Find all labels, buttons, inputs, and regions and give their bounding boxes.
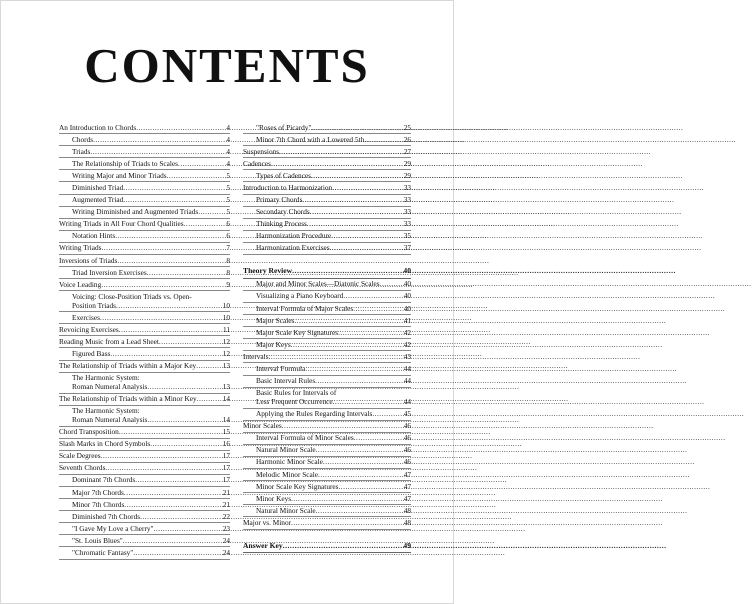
- toc-entry-label: Writing Major and Minor Triads: [72, 170, 167, 180]
- toc-entry: [59, 348, 230, 360]
- toc-entry-label: Slash Marks in Chord Symbols: [59, 439, 151, 449]
- toc-entry-label: Major vs. Minor: [243, 517, 292, 527]
- toc-entry: [243, 339, 411, 351]
- toc-entry: [59, 195, 230, 207]
- toc-entry-page: 10: [222, 300, 230, 310]
- toc-entry-label-line: Basic Rules for Intervals of: [256, 388, 337, 398]
- page-title: CONTENTS: [84, 38, 370, 93]
- toc-entry-page: 40: [403, 279, 411, 289]
- toc-entry-page: 33: [403, 195, 411, 205]
- toc-entry-page: 7: [226, 243, 230, 253]
- toc-entry-label: "St. Louis Blues": [72, 535, 123, 545]
- toc-entry-label: Diminished 7th Chords: [72, 511, 141, 521]
- toc-entry: [243, 291, 411, 303]
- toc-entry: [243, 182, 411, 194]
- toc-entry-page: 15: [222, 427, 230, 437]
- toc-entry-page: 10: [222, 312, 230, 322]
- toc-entry-label-line: The Harmonic System:: [72, 406, 140, 416]
- toc-entry-page: 4: [226, 122, 230, 132]
- toc-entry-label: Minor Keys: [256, 493, 292, 503]
- leader-dots: [269, 353, 403, 362]
- leader-dots: [110, 350, 221, 359]
- leader-dots: [302, 196, 402, 205]
- toc-entry: [59, 463, 230, 475]
- toc-entry: [59, 394, 230, 406]
- toc-entry: [59, 158, 230, 170]
- leader-dots: [372, 410, 402, 419]
- leader-dots: [101, 452, 222, 461]
- leader-dots: [117, 257, 225, 266]
- leader-dots: [291, 341, 403, 350]
- leader-dots: [316, 507, 403, 516]
- toc-entry-label: Major and Minor Scales—Diatonic Scales: [256, 279, 380, 289]
- toc-entry-page: 5: [226, 170, 230, 180]
- toc-entry-label: Notation Hints: [72, 231, 116, 241]
- toc-entry-label: Theory Review: [243, 266, 293, 276]
- leader-dots: [311, 172, 403, 181]
- toc-entry: [243, 146, 411, 158]
- leader-dots: [333, 398, 403, 407]
- leader-dots: [119, 428, 222, 437]
- toc-entry-label: Roman Numeral Analysis: [72, 414, 148, 424]
- toc-entry-page: 41: [403, 315, 411, 325]
- toc-entry-label: Chords: [72, 134, 94, 144]
- leader-dots: [101, 281, 225, 290]
- toc-entry-label: Harmonic Minor Scale: [256, 457, 323, 467]
- toc-entry-page: 6: [226, 231, 230, 241]
- toc-entry-label: The Relationship of Triads within a Minor Key: [59, 394, 197, 404]
- toc-entry-label: Visualizing a Piano Keyboard: [256, 291, 344, 301]
- toc-entry-page: 46: [403, 421, 411, 431]
- toc-entry-label: The Relationship of Triads to Scales: [72, 158, 179, 168]
- toc-entry: [243, 457, 411, 469]
- toc-entry-page: 16: [222, 439, 230, 449]
- toc-entry: [59, 219, 230, 231]
- toc-entry: [243, 433, 411, 445]
- toc-entry: [59, 146, 230, 158]
- toc-entry-label: Melodic Minor Scale: [256, 469, 319, 479]
- toc-entry-label: Harmonization Procedure: [256, 231, 332, 241]
- leader-dots: [100, 314, 222, 323]
- toc-entry-label: Minor 7th Chords: [72, 499, 125, 509]
- toc-entry: [59, 255, 230, 267]
- leader-dots: [315, 377, 403, 386]
- toc-entry-label: Intervals: [243, 351, 269, 361]
- toc-entry-label: Revoicing Exercises: [59, 324, 119, 334]
- toc-entry-label: Seventh Chords: [59, 463, 106, 473]
- leader-dots: [364, 136, 402, 145]
- leader-dots: [332, 184, 403, 193]
- toc-entry-label: Dominant 7th Chords: [72, 475, 136, 485]
- toc-entry-page: 14: [222, 414, 230, 424]
- toc-entry-label: Suspensions: [243, 146, 280, 156]
- toc-entry: [243, 219, 411, 231]
- toc-entry: [59, 523, 230, 535]
- toc-entry-label: Triads: [72, 146, 91, 156]
- toc-entry-label: Thinking Process: [256, 219, 307, 229]
- leader-dots: [150, 440, 221, 449]
- leader-dots: [294, 317, 402, 326]
- leader-dots: [318, 471, 403, 480]
- leader-dots: [380, 280, 403, 289]
- leader-dots: [331, 232, 403, 241]
- toc-entry-label: Chord Transposition: [59, 427, 119, 437]
- toc-entry: [59, 336, 230, 348]
- toc-entry-page: 24: [222, 547, 230, 557]
- toc-entry: [243, 421, 411, 433]
- toc-entry-label: Major Scale Key Signatures: [256, 327, 339, 337]
- toc-entry-page: 5: [226, 195, 230, 205]
- toc-entry-page: 40: [403, 291, 411, 301]
- toc-entry-page: 44: [403, 376, 411, 386]
- toc-entry-label: Diminished Triad: [72, 182, 124, 192]
- toc-entry-page: 33: [403, 207, 411, 217]
- toc-entry: [243, 493, 411, 505]
- toc-entry-label: Minor Scales: [243, 421, 282, 431]
- toc-entry: [243, 388, 411, 409]
- leader-dots: [311, 124, 402, 133]
- leader-dots: [140, 513, 222, 522]
- toc-entry-label: Augmented Triad: [72, 195, 124, 205]
- toc-entry: [59, 439, 230, 451]
- toc-entry: [59, 406, 230, 427]
- toc-entry-page: 21: [222, 487, 230, 497]
- toc-entry-label: "Chromatic Fantasy": [72, 547, 134, 557]
- leader-dots: [184, 220, 226, 229]
- toc-entry-page: 43: [403, 351, 411, 361]
- toc-entry-label: Position Triads: [72, 300, 117, 310]
- leader-dots: [323, 458, 403, 467]
- leader-dots: [123, 537, 222, 546]
- leader-dots: [343, 292, 402, 301]
- toc-entry: [243, 376, 411, 388]
- toc-entry-page: 9: [226, 279, 230, 289]
- toc-entry-page: 27: [403, 146, 411, 156]
- toc-entry-label: Triad Inversion Exercises: [72, 267, 147, 277]
- toc-entry: [243, 351, 411, 363]
- leader-dots: [105, 464, 221, 473]
- toc-entry-page: 5: [226, 182, 230, 192]
- toc-entry-page: 13: [222, 361, 230, 371]
- toc-entry-label: Major 7th Chords: [72, 487, 124, 497]
- toc-entry: [243, 536, 411, 554]
- toc-entry-page: 47: [403, 469, 411, 479]
- leader-dots: [124, 489, 222, 498]
- toc-entry-label: Secondary Chords: [256, 207, 310, 217]
- toc-entry-page: 6: [226, 219, 230, 229]
- leader-dots: [279, 148, 403, 157]
- leader-dots: [123, 196, 225, 205]
- toc-entry-page: 26: [403, 134, 411, 144]
- toc-entry-page: 4: [226, 146, 230, 156]
- toc-entry: [243, 158, 411, 170]
- toc-entry-label: Exercises: [72, 312, 100, 322]
- leader-dots: [338, 483, 402, 492]
- leader-dots: [124, 501, 221, 510]
- toc-entry: [243, 409, 411, 421]
- toc-entry-label: Interval Formula: [256, 363, 306, 373]
- toc-entry-page: 29: [403, 158, 411, 168]
- leader-dots: [198, 208, 225, 217]
- toc-entry-label: Roman Numeral Analysis: [72, 381, 148, 391]
- toc-entry-page: 23: [222, 523, 230, 533]
- toc-entry: [243, 122, 411, 134]
- leader-dots: [147, 269, 226, 278]
- leader-dots: [291, 495, 403, 504]
- toc-entry-page: 22: [222, 511, 230, 521]
- toc-entry-page: 5: [226, 207, 230, 217]
- toc-entry-page: 44: [403, 363, 411, 373]
- toc-entry-label: Less Frequent Occurrence: [256, 396, 333, 406]
- toc-entry-label: Applying the Rules Regarding Intervals: [256, 409, 373, 419]
- toc-entry-label: Natural Minor Scale: [256, 445, 316, 455]
- toc-entry-page: 21: [222, 499, 230, 509]
- toc-entry: [243, 279, 411, 291]
- toc-entry: [59, 499, 230, 511]
- leader-dots: [147, 383, 221, 392]
- toc-entry-page: 11: [222, 324, 230, 334]
- toc-entry-page: 33: [403, 219, 411, 229]
- toc-entry-label: Writing Triads: [59, 243, 102, 253]
- toc-entry: [59, 547, 230, 559]
- toc-entry: [59, 122, 230, 134]
- leader-dots: [123, 184, 225, 193]
- leader-dots: [338, 329, 403, 338]
- toc-entry: [59, 291, 230, 312]
- toc-entry-page: 46: [403, 433, 411, 443]
- leader-dots: [119, 326, 222, 335]
- toc-entry-label-line: Voicing: Close-Position Triads vs. Open-: [72, 291, 192, 301]
- toc-entry-label: Voice Leading: [59, 279, 102, 289]
- toc-entry: [59, 207, 230, 219]
- toc-entry-label: Introduction to Harmonization: [243, 182, 333, 192]
- toc-entry: [243, 195, 411, 207]
- toc-entry: [59, 231, 230, 243]
- toc-entry: [59, 427, 230, 439]
- toc-entry-label: Types of Cadences: [256, 170, 312, 180]
- leader-dots: [167, 172, 226, 181]
- toc-entry: [243, 170, 411, 182]
- leader-dots: [271, 160, 403, 169]
- leader-dots: [305, 365, 402, 374]
- toc-entry-label: Writing Triads in All Four Chord Qualities: [59, 219, 184, 229]
- toc-entry-page: 24: [222, 535, 230, 545]
- leader-dots: [330, 244, 403, 253]
- leader-dots: [90, 148, 225, 157]
- leader-dots: [135, 476, 221, 485]
- toc-entry-label: Minor Scale Key Signatures: [256, 481, 339, 491]
- toc-entry-label: Scale Degrees: [59, 451, 101, 461]
- toc-entry: [243, 134, 411, 146]
- toc-entry-label: An Introduction to Chords: [59, 122, 137, 132]
- toc-entry-page: 12: [222, 336, 230, 346]
- toc-entry: [59, 243, 230, 255]
- leader-dots: [310, 208, 403, 217]
- toc-entry-page: 45: [403, 409, 411, 419]
- toc-entry-page: 42: [403, 327, 411, 337]
- toc-entry-page: 47: [403, 493, 411, 503]
- toc-entry-page: 48: [403, 517, 411, 527]
- toc-entry-label: Writing Diminished and Augmented Triads: [72, 207, 199, 217]
- toc-entry-page: 35: [403, 231, 411, 241]
- toc-entry-label: Inversions of Triads: [59, 255, 118, 265]
- toc-entry-page: 4: [226, 134, 230, 144]
- toc-entry-page: 44: [403, 396, 411, 406]
- leader-dots: [154, 525, 222, 534]
- toc-entry-label: Figured Bass: [72, 348, 111, 358]
- leader-dots: [353, 305, 402, 314]
- leader-dots: [292, 267, 402, 276]
- leader-dots: [307, 220, 403, 229]
- toc-entry: [59, 451, 230, 463]
- leader-dots: [101, 244, 225, 253]
- toc-entry-label: Major Scales: [256, 315, 295, 325]
- toc-entry-page: 40: [403, 303, 411, 313]
- toc-entry: [243, 517, 411, 529]
- toc-entry: [59, 267, 230, 279]
- toc-entry-page: 47: [403, 481, 411, 491]
- toc-entry-page: 8: [226, 267, 230, 277]
- toc-entry-label: The Relationship of Triads within a Major Key: [59, 361, 197, 371]
- toc-entry: [243, 327, 411, 339]
- toc-entry: [243, 445, 411, 457]
- leader-dots: [178, 160, 225, 169]
- toc-right-column: [243, 122, 411, 553]
- toc-entry: [59, 487, 230, 499]
- toc-entry: [59, 361, 230, 373]
- toc-entry: [59, 475, 230, 487]
- toc-entry-page: 42: [403, 339, 411, 349]
- leader-dots: [133, 549, 221, 558]
- toc-entry: [243, 505, 411, 517]
- leader-dots: [291, 519, 403, 528]
- toc-entry: [243, 207, 411, 219]
- toc-entry-page: 14: [222, 394, 230, 404]
- toc-entry: [243, 303, 411, 315]
- toc-entry: [243, 363, 411, 375]
- toc-entry: [59, 170, 230, 182]
- toc-entry-label: Primary Chords: [256, 195, 303, 205]
- toc-entry-page: 49: [403, 540, 411, 550]
- leader-dots: [354, 434, 403, 443]
- toc-entry-page: 17: [222, 463, 230, 473]
- toc-entry: [243, 481, 411, 493]
- toc-entry-page: 12: [222, 348, 230, 358]
- toc-entry-page: 46: [403, 445, 411, 455]
- toc-entry-page: 4: [226, 158, 230, 168]
- toc-entry: [59, 373, 230, 394]
- toc-entry-page: 17: [222, 475, 230, 485]
- toc-left-column: [59, 122, 230, 560]
- leader-dots: [197, 395, 222, 404]
- toc-entry-label: Answer Key: [243, 540, 283, 550]
- toc-entry: [59, 535, 230, 547]
- toc-entry-page: 48: [403, 505, 411, 515]
- leader-dots: [115, 232, 225, 241]
- toc-entry: [59, 279, 230, 291]
- toc-entry-page: 25: [403, 122, 411, 132]
- leader-dots: [316, 446, 403, 455]
- toc-entry: [59, 312, 230, 324]
- toc-entry-label: Natural Minor Scale: [256, 505, 316, 515]
- toc-entry-label: Interval Formula of Major Scales: [256, 303, 354, 313]
- toc-entry: [59, 134, 230, 146]
- toc-entry-label: Interval Formula of Minor Scales: [256, 433, 354, 443]
- toc-entry: [243, 261, 411, 279]
- leader-dots: [283, 542, 403, 551]
- toc-entry-label-line: The Harmonic System:: [72, 373, 140, 383]
- toc-entry: [59, 324, 230, 336]
- toc-entry: [243, 231, 411, 243]
- toc-entry: [59, 511, 230, 523]
- leader-dots: [116, 302, 222, 311]
- toc-entry-label: Reading Music from a Lead Sheet: [59, 336, 159, 346]
- toc-entry: [243, 315, 411, 327]
- leader-dots: [282, 422, 403, 431]
- toc-entry-label: Cadences: [243, 158, 271, 168]
- toc-entry-label: Harmonization Exercises: [256, 243, 330, 253]
- leader-dots: [147, 416, 221, 425]
- toc-entry-page: 29: [403, 170, 411, 180]
- toc-entry: [243, 469, 411, 481]
- toc-entry-page: 40: [403, 266, 411, 276]
- toc-entry: [59, 182, 230, 194]
- toc-entry-label: Basic Interval Rules: [256, 376, 316, 386]
- toc-entry-page: 33: [403, 182, 411, 192]
- leader-dots: [159, 338, 222, 347]
- toc-entry-label: "I Gave My Love a Cherry": [72, 523, 154, 533]
- toc-entry-label: Minor 7th Chord with a Lowered 5th: [256, 134, 365, 144]
- toc-entry-page: 37: [403, 243, 411, 253]
- toc-entry-label: "Roses of Picardy": [256, 122, 312, 132]
- leader-dots: [136, 124, 225, 133]
- toc-entry-page: 17: [222, 451, 230, 461]
- toc-entry-page: 46: [403, 457, 411, 467]
- toc-entry: [243, 243, 411, 255]
- leader-dots: [93, 136, 225, 145]
- toc-entry-page: 8: [226, 255, 230, 265]
- toc-entry-label: Major Keys: [256, 339, 291, 349]
- leader-dots: [196, 362, 221, 371]
- toc-entry-page: 13: [222, 381, 230, 391]
